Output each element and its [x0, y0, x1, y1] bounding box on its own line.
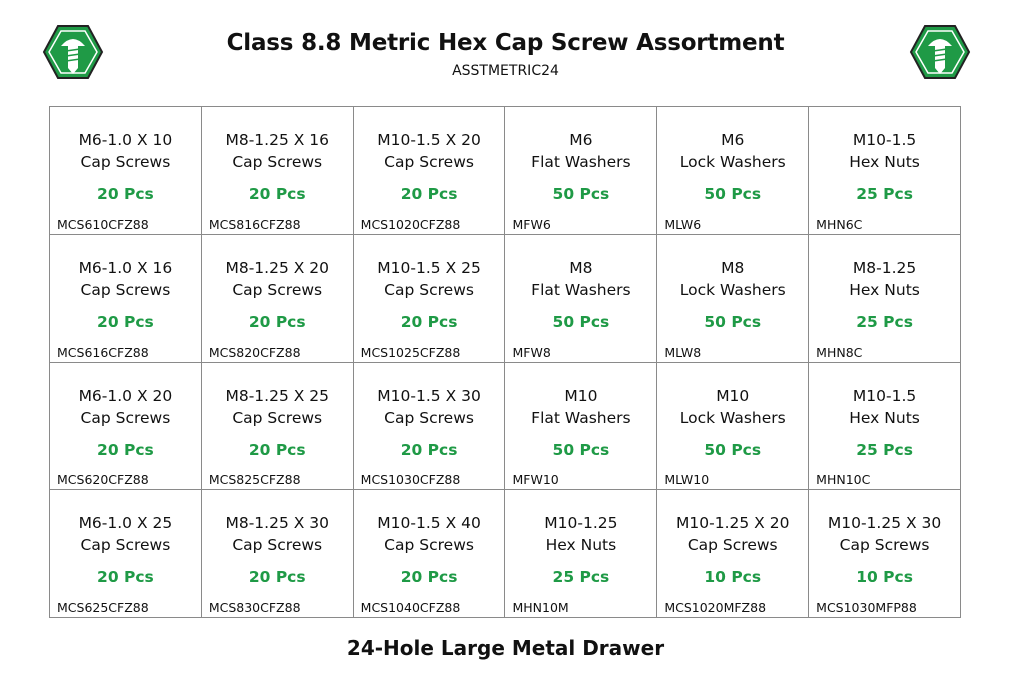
item-code: MFW8	[512, 344, 551, 360]
item-code: MCS1030CFZ88	[360, 472, 461, 488]
item-type: Cap Screws	[80, 280, 171, 299]
item-type: Lock Washers	[679, 408, 786, 427]
item-size: M10-1.5	[852, 386, 917, 405]
item-code: MCS820CFZ88	[208, 344, 301, 360]
item-quantity: 20 Pcs	[97, 185, 154, 203]
drawer-cell	[809, 490, 961, 618]
drawer-cell	[657, 363, 809, 491]
item-size: M10-1.5	[852, 131, 917, 149]
item-type: Cap Screws	[232, 536, 323, 555]
item-size: M6-1.0 X 20	[78, 386, 173, 405]
item-type: Flat Washers	[531, 408, 631, 427]
drawer-cell	[50, 235, 202, 363]
item-type: Hex Nuts	[849, 280, 920, 299]
item-size: M6-1.0 X 10	[78, 131, 173, 149]
item-type: Cap Screws	[384, 153, 474, 171]
item-type: Lock Washers	[679, 153, 786, 171]
item-size: M10	[564, 386, 598, 405]
item-quantity: 50 Pcs	[704, 312, 762, 331]
item-size: M10-1.5 X 25	[377, 258, 481, 277]
item-size: M8-1.25	[852, 258, 917, 277]
item-code: MCS1020MFZ88	[664, 600, 767, 615]
drawer-cell	[202, 490, 354, 618]
drawer-cell	[809, 363, 961, 491]
item-type: Cap Screws	[384, 408, 474, 427]
item-code: MCS620CFZ88	[57, 472, 149, 488]
item-type: Cap Screws	[80, 536, 171, 555]
item-size: M10-1.25 X 30	[827, 514, 942, 533]
page-title: Class 8.8 Metric Hex Cap Screw Assortment	[226, 30, 785, 56]
item-quantity: 50 Pcs	[552, 440, 610, 459]
drawer-cell	[354, 107, 506, 235]
item-quantity: 50 Pcs	[552, 185, 610, 203]
item-size: M6-1.0 X 16	[78, 258, 173, 277]
drawer-cell	[657, 235, 809, 363]
item-quantity: 20 Pcs	[248, 568, 306, 587]
item-code: MLW10	[664, 472, 710, 488]
item-code: MCS610CFZ88	[57, 216, 149, 232]
item-size: M6-1.0 X 25	[78, 514, 173, 533]
drawer-cell	[809, 235, 961, 363]
drawer-cell	[505, 107, 657, 235]
item-quantity: 25 Pcs	[856, 185, 913, 203]
drawer-caption: 24-Hole Large Metal Drawer	[346, 636, 665, 660]
item-size: M8	[721, 258, 745, 277]
item-quantity: 20 Pcs	[400, 568, 458, 587]
item-quantity: 10 Pcs	[856, 568, 913, 587]
item-size: M10-1.25 X 20	[676, 514, 790, 533]
item-quantity: 10 Pcs	[704, 568, 762, 587]
item-size: M8-1.25 X 30	[225, 514, 330, 533]
item-code: MLW6	[664, 216, 702, 232]
item-quantity: 20 Pcs	[248, 185, 306, 203]
item-type: Cap Screws	[232, 153, 323, 171]
item-code: MCS1030MFP88	[816, 600, 917, 615]
item-quantity: 25 Pcs	[856, 440, 913, 459]
item-code: MCS825CFZ88	[208, 472, 301, 488]
item-type: Cap Screws	[80, 408, 171, 427]
item-type: Cap Screws	[384, 280, 474, 299]
item-size: M8-1.25 X 20	[225, 258, 330, 277]
item-quantity: 25 Pcs	[552, 568, 610, 587]
item-quantity: 20 Pcs	[97, 312, 154, 331]
item-size: M8	[569, 258, 593, 277]
drawer-cell	[50, 107, 202, 235]
item-type: Cap Screws	[80, 153, 171, 171]
item-type: Lock Washers	[679, 280, 786, 299]
item-type: Flat Washers	[531, 153, 631, 171]
drawer-cell	[505, 490, 657, 618]
item-code: MLW8	[664, 344, 702, 360]
item-code: MCS616CFZ88	[57, 344, 149, 360]
item-size: M10-1.5 X 30	[377, 386, 481, 405]
drawer-cell	[354, 363, 506, 491]
item-type: Cap Screws	[232, 408, 323, 427]
item-quantity: 20 Pcs	[400, 312, 458, 331]
item-quantity: 20 Pcs	[400, 185, 458, 203]
item-type: Flat Washers	[531, 280, 631, 299]
item-size: M6	[569, 131, 593, 149]
item-quantity: 50 Pcs	[552, 312, 610, 331]
item-code: MCS1020CFZ88	[360, 216, 461, 232]
item-type: Hex Nuts	[849, 408, 920, 427]
item-type: Hex Nuts	[545, 536, 617, 555]
item-size: M10-1.5 X 20	[377, 131, 481, 149]
item-quantity: 20 Pcs	[248, 312, 306, 331]
drawer-cell	[657, 490, 809, 618]
drawer-cell	[505, 235, 657, 363]
drawer-cell	[354, 490, 506, 618]
item-code: MHN10M	[512, 600, 569, 615]
item-type: Cap Screws	[232, 280, 323, 299]
item-code: MCS1025CFZ88	[360, 344, 461, 360]
drawer-grid	[49, 106, 961, 618]
drawer-cell	[505, 363, 657, 491]
item-code: MCS830CFZ88	[208, 600, 301, 615]
item-code: MHN10C	[816, 472, 871, 488]
item-size: M10-1.5 X 40	[377, 514, 481, 533]
drawer-cell	[809, 107, 961, 235]
item-quantity: 25 Pcs	[856, 312, 913, 331]
item-quantity: 20 Pcs	[97, 568, 154, 587]
item-quantity: 20 Pcs	[97, 440, 154, 459]
drawer-cell	[202, 107, 354, 235]
drawer-cell	[354, 235, 506, 363]
assortment-sku: ASSTMETRIC24	[452, 63, 559, 79]
item-code: MCS816CFZ88	[208, 216, 301, 232]
item-size: M10-1.25	[544, 514, 618, 533]
drawer-cell	[202, 363, 354, 491]
drawer-cell	[50, 490, 202, 618]
item-type: Hex Nuts	[849, 153, 920, 171]
item-type: Cap Screws	[384, 536, 474, 555]
item-size: M8-1.25 X 16	[225, 131, 330, 149]
drawer-cell	[202, 235, 354, 363]
item-type: Cap Screws	[687, 536, 778, 555]
item-code: MFW10	[512, 472, 559, 488]
item-code: MFW6	[512, 216, 551, 232]
item-quantity: 50 Pcs	[704, 440, 762, 459]
item-quantity: 20 Pcs	[400, 440, 458, 459]
drawer-cell	[50, 363, 202, 491]
drawer-cell	[657, 107, 809, 235]
item-code: MCS1040CFZ88	[360, 600, 461, 615]
item-quantity: 50 Pcs	[704, 185, 762, 203]
item-size: M8-1.25 X 25	[225, 386, 330, 405]
item-size: M10	[716, 386, 750, 405]
item-code: MHN8C	[816, 344, 863, 360]
item-size: M6	[721, 131, 745, 149]
item-quantity: 20 Pcs	[248, 440, 306, 459]
item-type: Cap Screws	[839, 536, 930, 555]
item-code: MHN6C	[816, 216, 863, 232]
item-code: MCS625CFZ88	[57, 600, 149, 615]
